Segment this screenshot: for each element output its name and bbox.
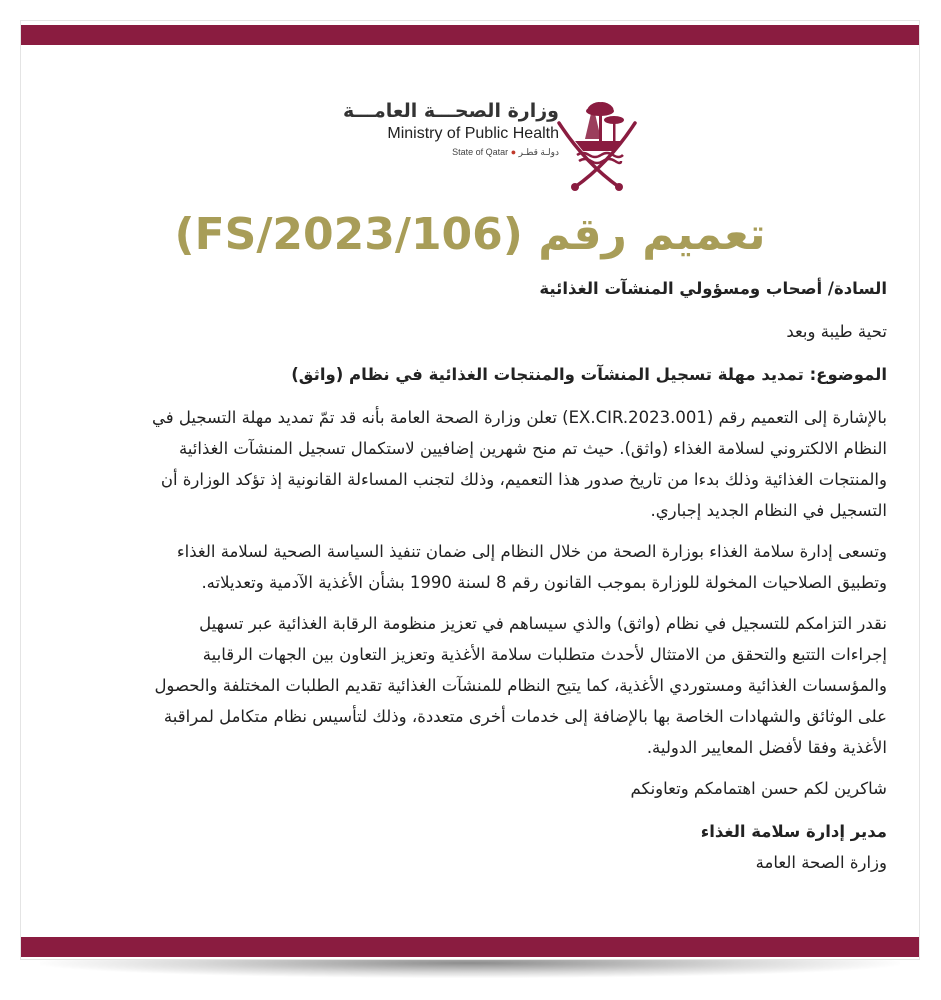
- paragraph-line: على الوثائق والشهادات الخاصة بها بالإضافة إلى خدمات أخرى متعددة، وذلك لتأسيس نظام متكامل لمراقبة: [163, 707, 887, 726]
- paragraph-line: والمؤسسات الغذائية ومستوردي الأغذية، كما يتيح النظام للمنشآت الغذائية تقديم الطلبات المختلفة والحصول: [154, 676, 887, 695]
- paragraph-line: والمنتجات الغذائية وذلك بدءا من تاريخ صدور هذا التعميم، وذلك لتجنب المساءلة القانونية إذ تؤكد الوزارة أن: [160, 470, 887, 489]
- ministry-name-arabic: وزارة الصحـــة العامـــة: [343, 100, 559, 122]
- state-line: [343, 145, 559, 159]
- bottom-band: [21, 937, 919, 957]
- ministry-logo-text: [343, 99, 559, 159]
- greeting: تحية طيبة وبعد: [786, 322, 887, 341]
- paragraph-line: النظام الالكتروني لسلامة الغذاء (واثق). حيث تم منح شهرين إضافيين لاستكمال تسجيل المنشآت الغذائية: [178, 439, 887, 458]
- qatar-emblem-icon: [555, 93, 639, 193]
- addressee: السادة/ أصحاب ومسؤولي المنشآت الغذائية: [539, 279, 887, 298]
- paragraph-line: نقدر التزامكم للتسجيل في نظام (واثق) والذي سيساهم في تعزيز منظومة الرقابة الغذائية عبر تسهيل: [199, 614, 887, 633]
- separator-dot-icon: ●: [510, 147, 517, 157]
- paragraph-line: التسجيل في النظام الجديد إجباري.: [650, 501, 887, 520]
- top-band: [21, 25, 919, 45]
- paragraph-extension-notice: [69, 402, 887, 526]
- ministry-name-english: Ministry of Public Health: [387, 125, 559, 142]
- circular-title: تعميم رقم (FS/2023/106): [174, 209, 766, 260]
- closing-remark: شاكرين لكم حسن اهتمامكم وتعاونكم: [630, 779, 887, 798]
- subject: الموضوع: تمديد مهلة تسجيل المنشآت والمنتجات الغذائية في نظام (واثق): [291, 365, 887, 384]
- paragraph-line: بالإشارة إلى التعميم رقم (EX.CIR.2023.001) تعلن وزارة الصحة العامة بأنه قد تمّ تمديد مهلة التسجيل في: [152, 408, 887, 427]
- state-name-english: State of Qatar: [452, 147, 509, 157]
- paragraph-department-role: [69, 536, 887, 598]
- circular-document: [20, 20, 920, 960]
- paragraph-line: إجراءات التتبع والتحقق من الامتثال لأحدث متطلبات سلامة الأغذية وتعزيز التعاون بين الجهات الرقابية: [202, 645, 887, 664]
- document-body: [69, 273, 887, 878]
- paragraph-system-benefits: [69, 608, 887, 763]
- signature-organization: وزارة الصحة العامة: [755, 853, 887, 872]
- paragraph-line: وتطبيق الصلاحيات المخولة للوزارة بموجب القانون رقم 8 لسنة 1990 بشأن الأغذية الآدمية وتعديلاته.: [201, 573, 887, 592]
- paragraph-line: الأغذية وفقا لأفضل المعايير الدولية.: [646, 738, 887, 757]
- signature-title: مدير إدارة سلامة الغذاء: [700, 822, 887, 841]
- state-name-arabic: دولـة قطـر: [518, 147, 559, 157]
- ministry-header: [319, 93, 639, 203]
- paragraph-line: وتسعى إدارة سلامة الغذاء بوزارة الصحة من خلال النظام إلى ضمان تنفيذ السياسة الصحية لسلامة الغذاء: [176, 542, 887, 561]
